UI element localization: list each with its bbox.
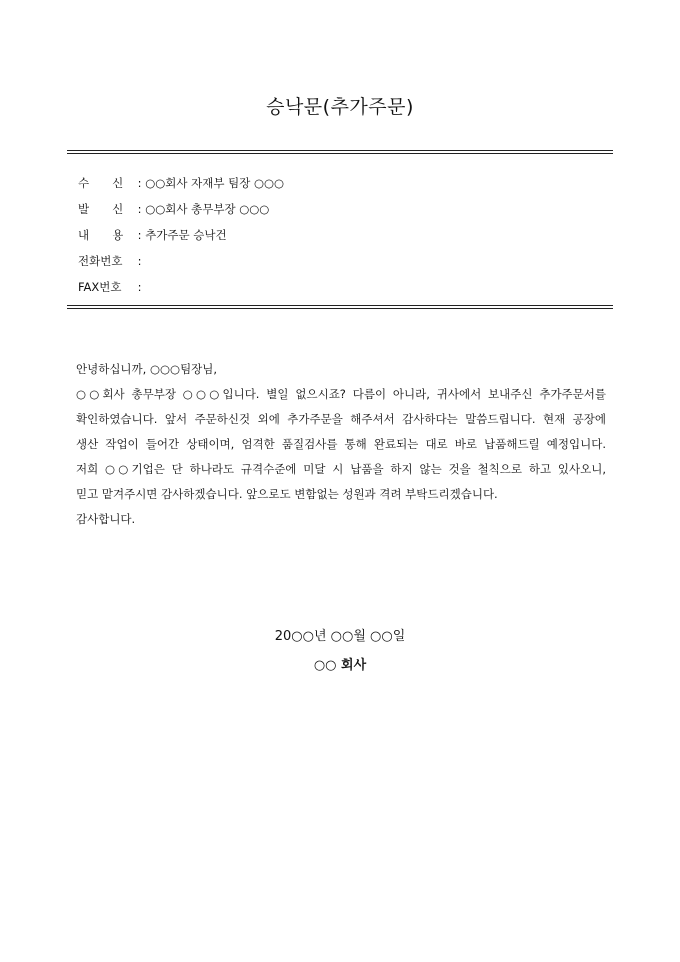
header-row-content xyxy=(78,227,227,243)
header-label: 전화번호 xyxy=(78,254,123,268)
header-value: 추가주문 승낙건 xyxy=(145,228,227,242)
header-separator: : xyxy=(134,202,146,216)
body-line: 생산 작업이 들어간 상태이며, 엄격한 품질검사를 통해 완료되는 대로 바로 납품해드릴 예정입니다. xyxy=(76,437,606,451)
document-title: 승낙문(추가주문) xyxy=(266,96,414,118)
header-separator: : xyxy=(134,228,146,242)
header-label: 수 신 xyxy=(78,176,124,190)
header-label: 내 용 xyxy=(78,228,124,242)
header-row-recipient xyxy=(78,175,284,191)
header-separator: : xyxy=(134,280,142,294)
header-row-sender xyxy=(78,201,269,217)
body-line: ○○회사 총무부장 ○○○입니다. 별일 없으시죠? 다름이 아니라, 귀사에서 보내주신 추가주문서를 xyxy=(76,387,606,401)
header-value: ○○회사 자재부 팀장 ○○○ xyxy=(145,176,285,190)
body-line: 믿고 맡겨주시면 감사하겠습니다. 앞으로도 변함없는 성원과 격려 부탁드리겠습니다. xyxy=(76,487,498,501)
header-row-phone xyxy=(78,253,142,269)
header-value: ○○회사 총무부장 ○○○ xyxy=(145,202,270,216)
document-date: 20○○년 ○○월 ○○일 xyxy=(274,629,406,644)
body-line: 저희 ○○기업은 단 하나라도 규격수준에 미달 시 납품을 하지 않는 것을 철칙으로 하고 있사오니, xyxy=(76,462,606,476)
header-row-fax xyxy=(78,279,142,295)
header-label: 발 신 xyxy=(78,202,124,216)
header-top-rule xyxy=(67,150,613,154)
body-line: 확인하였습니다. 앞서 주문하신것 외에 추가주문을 해주셔서 감사하다는 말씀드립니다. 현재 공장에 xyxy=(76,412,606,426)
company-name: ○○ 회사 xyxy=(313,658,367,673)
header-bottom-rule xyxy=(67,305,613,309)
header-label: FAX번호 xyxy=(78,280,122,294)
header-separator: : xyxy=(134,176,146,190)
header-separator: : xyxy=(134,254,142,268)
body-greeting: 안녕하십니까, ○○○팀장님, xyxy=(76,362,218,376)
body-closing: 감사합니다. xyxy=(76,512,136,526)
